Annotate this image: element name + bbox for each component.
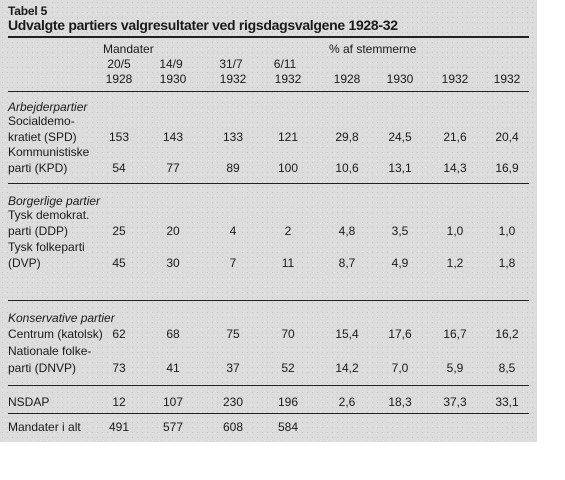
table-cell: 107 bbox=[162, 395, 184, 409]
group-heading: Konservative partier bbox=[8, 311, 115, 325]
table-cell: 15,4 bbox=[335, 327, 359, 341]
table-cell: 10,6 bbox=[335, 161, 359, 175]
row-label: kratiet (SPD) bbox=[8, 130, 77, 144]
table-cell: 16,9 bbox=[495, 161, 519, 175]
table-cell: 11 bbox=[281, 256, 295, 270]
header-year: 1930 bbox=[386, 72, 414, 86]
table-cell: 133 bbox=[222, 130, 244, 144]
table-cell: 16,7 bbox=[443, 327, 467, 341]
table-cell: 29,8 bbox=[335, 130, 359, 144]
table-cell: 20,4 bbox=[495, 130, 519, 144]
header-date: 20/5 bbox=[107, 57, 131, 71]
table-cell: 196 bbox=[277, 395, 299, 409]
table-cell: 77 bbox=[166, 161, 180, 175]
table-cell: 8,7 bbox=[338, 256, 356, 270]
table-cell: 14,3 bbox=[443, 161, 467, 175]
table-cell: 4,9 bbox=[391, 256, 409, 270]
table-cell: 230 bbox=[222, 395, 244, 409]
table-cell: 68 bbox=[166, 327, 180, 341]
table-cell: 20 bbox=[166, 224, 180, 238]
table-cell: 37 bbox=[226, 361, 240, 375]
table-cell: 153 bbox=[108, 130, 130, 144]
row-label: Mandater i alt bbox=[8, 420, 81, 434]
header-year: 1928 bbox=[105, 72, 133, 86]
rule bbox=[8, 300, 529, 301]
header-date: 14/9 bbox=[159, 57, 183, 71]
table-cell: 75 bbox=[226, 327, 240, 341]
rule bbox=[8, 413, 529, 414]
table-cell: 52 bbox=[281, 361, 295, 375]
row-label: parti (DNVP) bbox=[8, 361, 77, 375]
table-cell: 37,3 bbox=[443, 395, 467, 409]
table-cell: 73 bbox=[112, 361, 126, 375]
table-cell: 577 bbox=[162, 420, 184, 434]
table-cell: 30 bbox=[166, 256, 180, 270]
rule bbox=[8, 91, 529, 92]
table-cell: 1,0 bbox=[446, 224, 464, 238]
top-rule bbox=[8, 36, 529, 38]
row-label: Kommunistiske bbox=[8, 145, 90, 159]
row-label: parti (KPD) bbox=[8, 161, 68, 175]
table-cell: 4 bbox=[229, 224, 237, 238]
header-year: 1928 bbox=[333, 72, 361, 86]
table-cell: 14,2 bbox=[335, 361, 359, 375]
row-label: NSDAP bbox=[8, 395, 50, 409]
table-cell: 17,6 bbox=[388, 327, 412, 341]
header-mandater: Mandater bbox=[103, 42, 154, 56]
table-cell: 2 bbox=[284, 224, 292, 238]
table-cell: 7,0 bbox=[391, 361, 409, 375]
header-year: 1932 bbox=[493, 72, 521, 86]
table-cell: 33,1 bbox=[495, 395, 519, 409]
table-cell: 5,9 bbox=[446, 361, 464, 375]
table-cell: 13,1 bbox=[388, 161, 412, 175]
row-label: Socialdemo- bbox=[8, 114, 75, 128]
table-cell: 584 bbox=[277, 420, 299, 434]
table-cell: 608 bbox=[222, 420, 244, 434]
table-cell: 21,6 bbox=[443, 130, 467, 144]
header-year: 1932 bbox=[274, 72, 302, 86]
header-date: 6/11 bbox=[273, 57, 297, 71]
table-cell: 41 bbox=[166, 361, 180, 375]
table-cell: 89 bbox=[226, 161, 240, 175]
rule bbox=[8, 385, 529, 386]
rule bbox=[8, 183, 529, 184]
table-cell: 3,5 bbox=[391, 224, 409, 238]
table-cell: 4,8 bbox=[338, 224, 356, 238]
header-year: 1932 bbox=[441, 72, 469, 86]
table-cell: 2,6 bbox=[338, 395, 356, 409]
table-cell: 1,0 bbox=[498, 224, 516, 238]
header-pct: % af stemmerne bbox=[329, 42, 417, 56]
table-cell: 100 bbox=[277, 161, 299, 175]
group-heading: Borgerlige partier bbox=[8, 194, 101, 208]
row-label: Tysk demokrat. bbox=[8, 208, 90, 222]
table-cell: 24,5 bbox=[388, 130, 412, 144]
table-cell: 62 bbox=[112, 327, 126, 341]
table-cell: 45 bbox=[112, 256, 126, 270]
table-cell: 18,3 bbox=[388, 395, 412, 409]
table-cell: 491 bbox=[108, 420, 130, 434]
group-heading: Arbejderpartier bbox=[8, 100, 88, 114]
header-date: 31/7 bbox=[219, 57, 243, 71]
table-cell: 16,2 bbox=[495, 327, 519, 341]
table-cell: 121 bbox=[277, 130, 299, 144]
table-cell: 8,5 bbox=[498, 361, 516, 375]
table-cell: 1,8 bbox=[498, 256, 516, 270]
table-cell: 143 bbox=[162, 130, 184, 144]
table-label: Tabel 5 bbox=[8, 4, 48, 18]
header-year: 1930 bbox=[159, 72, 187, 86]
row-label: (DVP) bbox=[8, 256, 41, 270]
row-label: Nationale folke- bbox=[8, 344, 92, 358]
table-cell: 7 bbox=[229, 256, 237, 270]
table-cell: 1,2 bbox=[446, 256, 464, 270]
table-cell: 12 bbox=[112, 395, 126, 409]
row-label: Tysk folkeparti bbox=[8, 240, 85, 254]
table-cell: 70 bbox=[281, 327, 295, 341]
row-label: Centrum (katolsk) bbox=[8, 327, 103, 341]
table-title: Udvalgte partiers valgresultater ved rigsdagsvalgene 1928-32 bbox=[8, 17, 398, 33]
table-cell: 25 bbox=[112, 224, 126, 238]
header-year: 1932 bbox=[219, 72, 247, 86]
table-cell: 54 bbox=[112, 161, 126, 175]
row-label: parti (DDP) bbox=[8, 224, 69, 238]
